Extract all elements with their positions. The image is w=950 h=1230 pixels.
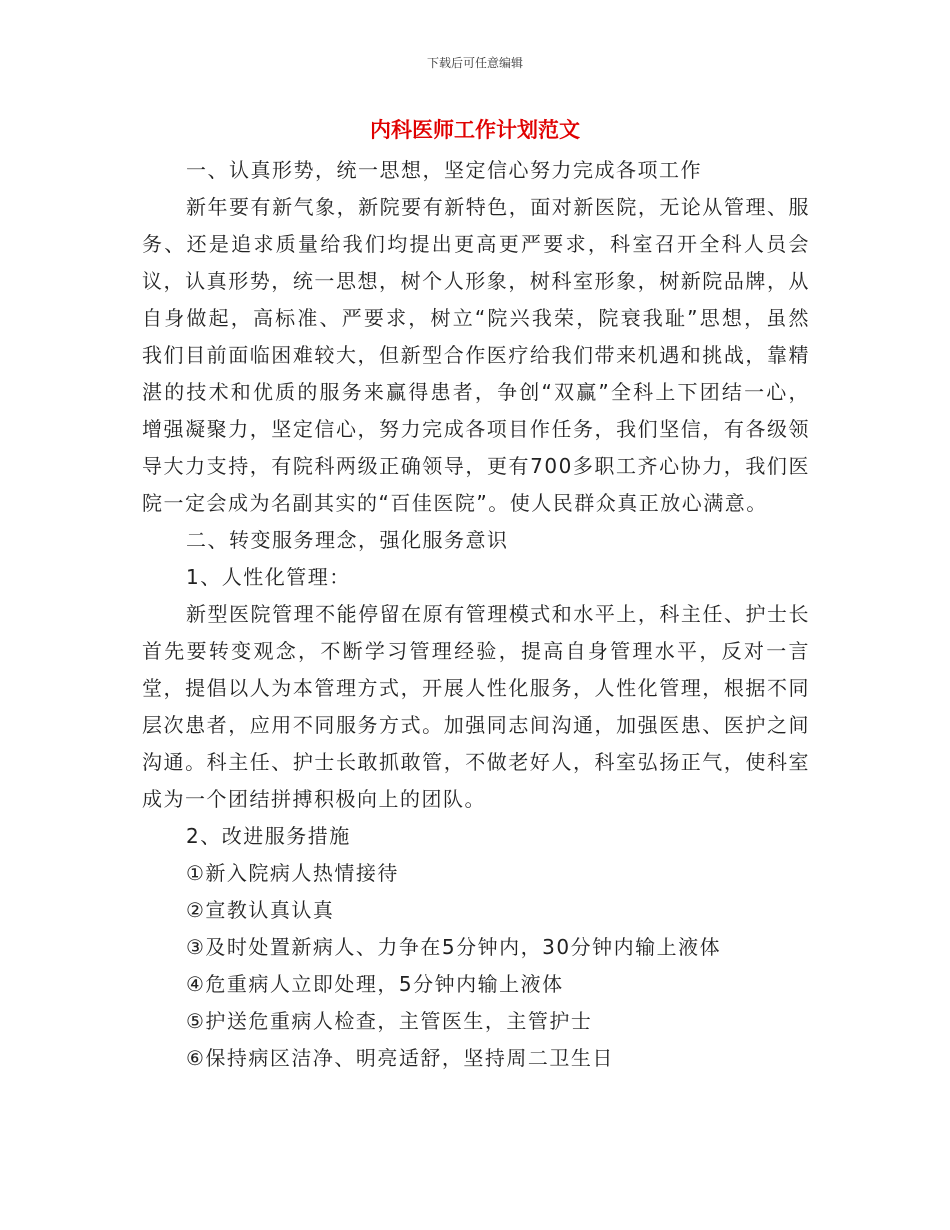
document-body [142, 152, 810, 1077]
list-item: ①新入院病人热情接待 [186, 861, 399, 885]
subsection-heading-1: 1、人性化管理： [186, 565, 351, 589]
document-title: 内科医师工作计划范文 [370, 118, 580, 142]
list-item: ③及时处置新病人、力争在5分钟内，30分钟内输上液体 [186, 935, 722, 959]
list-item: ⑤护送危重病人检查，主管医生，主管护士 [186, 1009, 593, 1033]
body-paragraph-2: 新型医院管理不能停留在原有管理模式和水平上，科主任、护士长首先要转变观念，不断学习管理经验，提高自身管理水平，反对一言堂，提倡以人为本管理方式，开展人性化服务，人性化管理，根据不同层次患者，应用不同服务方式。加强同志间沟通，加强医患、医护之间沟通。科主任、护士长敢抓敢管，不做老好人，科室弘扬正气，使科室成为一个团结拼搏积极向上的团队。 [142, 602, 810, 811]
section-heading-2: 二、转变服务理念，强化服务意识 [186, 528, 509, 552]
list-item: ⑥保持病区洁净、明亮适舒，坚持周二卫生日 [186, 1046, 614, 1070]
section-heading-1: 一、认真形势，统一思想，坚定信心努力完成各项工作 [186, 158, 702, 182]
page-header-note: 下载后可任意编辑 [426, 56, 523, 70]
list-item: ②宣教认真认真 [186, 898, 335, 922]
subsection-heading-2: 2、改进服务措施 [186, 824, 351, 848]
body-paragraph-1: 新年要有新气象，新院要有新特色，面对新医院，无论从管理、服务、还是追求质量给我们均提出更高更严要求，科室召开全科人员会议，认真形势，统一思想，树个人形象，树科室形象，树新院品牌，从自身做起，高标准、严要求，树立“院兴我荣，院衰我耻”思想，虽然我们目前面临困难较大，但新型合作医疗给我们带来机遇和挑战，靠精湛的技术和优质的服务来赢得患者，争创“双赢”全科上下团结一心，增强凝聚力，坚定信心，努力完成各项目作任务，我们坚信，有各级领导大力支持，有院科两级正确领导，更有700多职工齐心协力，我们医院一定会成为名副其实的“百佳医院”。使人民群众真正放心满意。 [142, 195, 810, 515]
list-item: ④危重病人立即处理，5分钟内输上液体 [186, 972, 564, 996]
